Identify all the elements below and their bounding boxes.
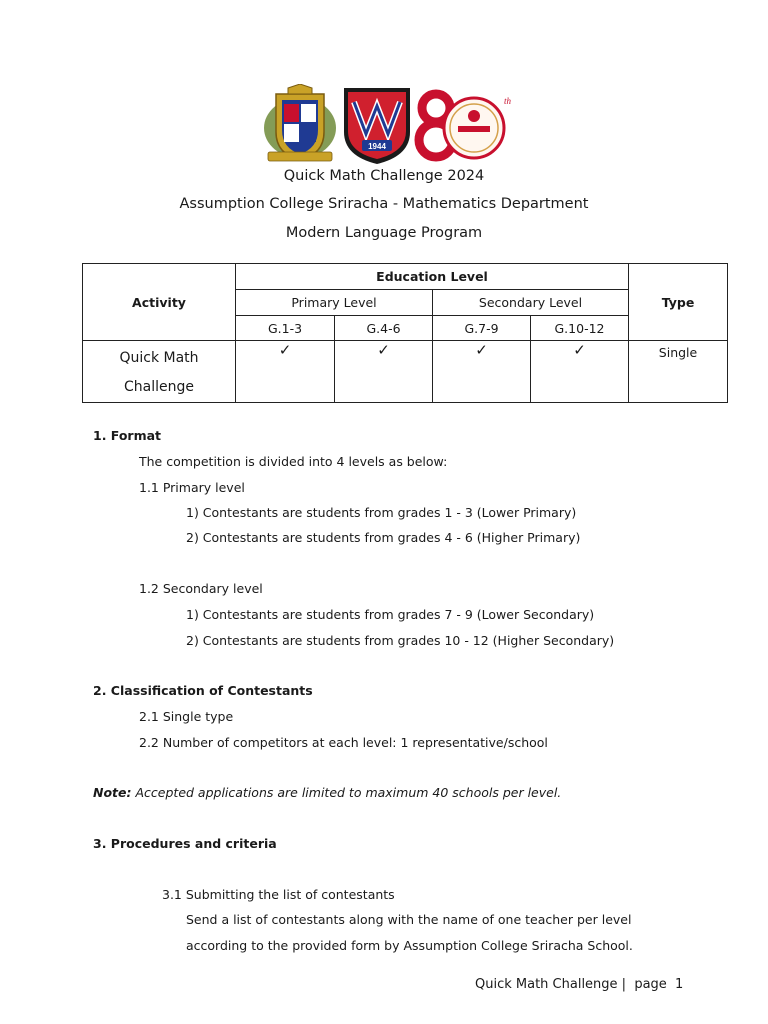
list-item: 2) Contestants are students from grades 10 - 12 (Higher Secondary) <box>186 633 615 648</box>
page-title: Quick Math Challenge 2024 <box>283 168 485 184</box>
activity-line: Challenge <box>124 379 194 395</box>
type-cell: Single <box>629 341 728 403</box>
section-3-heading: 3. Procedures and criteria <box>93 836 277 851</box>
svg-text:th: th <box>504 96 512 106</box>
activity-line: Quick Math <box>119 350 199 366</box>
80th-anniversary-logo <box>419 94 512 158</box>
type-header: Type <box>629 264 728 341</box>
grade-header: G.4-6 <box>335 316 433 341</box>
secondary-level-header: Secondary Level <box>433 290 629 316</box>
list-item: 2) Contestants are students from grades 4 - 6 (Higher Primary) <box>186 530 581 545</box>
assumption-crest-logo <box>264 84 336 161</box>
grade-header: G.7-9 <box>433 316 531 341</box>
section-1-1-heading: 1.1 Primary level <box>139 480 245 495</box>
check-mark: ✓ <box>433 341 531 403</box>
note-paragraph <box>93 785 561 800</box>
section-1-intro: The competition is divided into 4 levels as below: <box>139 454 448 469</box>
svg-text:1944: 1944 <box>368 142 386 151</box>
section-2-2: 2.2 Number of competitors at each level: 1 representative/school <box>139 735 548 750</box>
logos-svg <box>258 84 514 166</box>
activity-cell <box>83 341 236 403</box>
check-mark: ✓ <box>236 341 335 403</box>
list-item: 1) Contestants are students from grades 1 - 3 (Lower Primary) <box>186 505 577 520</box>
section-2-1: 2.1 Single type <box>139 709 234 724</box>
section-3-1-line: Send a list of contestants along with the name of one teacher per level <box>186 912 632 927</box>
check-mark: ✓ <box>335 341 433 403</box>
section-1-heading: 1. Format <box>93 428 162 443</box>
acs-1944-shield-logo <box>344 88 410 164</box>
section-3-1-line: according to the provided form by Assumption College Sriracha School. <box>186 938 633 953</box>
primary-level-header: Primary Level <box>236 290 433 316</box>
program-subtitle: Modern Language Program <box>285 225 483 241</box>
grade-header: G.1-3 <box>236 316 335 341</box>
grade-header: G.10-12 <box>531 316 629 341</box>
activity-header: Activity <box>83 264 236 341</box>
institution-subtitle: Assumption College Sriracha - Mathematics Department <box>179 196 589 212</box>
education-level-table <box>82 263 728 403</box>
note-label: Note: <box>93 785 132 800</box>
header-logos <box>258 84 514 166</box>
section-1-2-heading: 1.2 Secondary level <box>139 581 263 596</box>
list-item: 1) Contestants are students from grades 7 - 9 (Lower Secondary) <box>186 607 595 622</box>
section-2-heading: 2. Classification of Contestants <box>93 683 313 698</box>
page-footer: Quick Math Challenge | page 1 <box>475 977 684 992</box>
note-text: Accepted applications are limited to maximum 40 schools per level. <box>135 785 562 800</box>
section-3-1-heading: 3.1 Submitting the list of contestants <box>162 887 395 902</box>
education-level-header: Education Level <box>236 264 629 290</box>
check-mark: ✓ <box>531 341 629 403</box>
